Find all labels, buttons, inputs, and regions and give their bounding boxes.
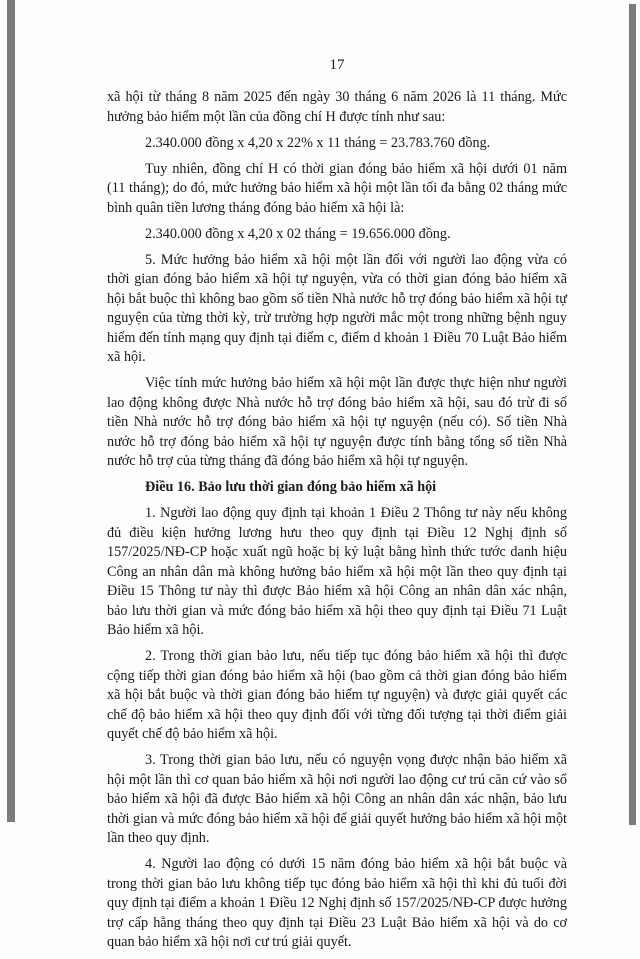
paragraph-clause-5: 5. Mức hưởng bảo hiểm xã hội một lần đối với người lao động vừa có thời gian đóng bảo hiểm xã hội tự nguyện, vừa có thời gian đóng bảo hiểm xã hội bắt buộc thì không bao gồm số tiền Nhà nước hỗ trợ đóng bảo hiểm xã hội tự nguyện của từng thời kỳ, trừ trường hợp người mắc một trong những bệnh nguy hiểm đến tính mạng quy định tại điểm c, điểm d khoản 1 Điều 70 Luật Bảo hiểm xã hội. xyxy=(107,251,567,365)
scan-border-left xyxy=(7,0,15,822)
paragraph-clause-3: 3. Trong thời gian bảo lưu, nếu có nguyện vọng được nhận bảo hiểm xã hội một lần thì cơ quan bảo hiểm xã hội nơi người lao động cư trú căn cứ vào sổ bảo hiểm xã hội đã được Bảo hiểm xã hội Công an nhân dân xác nhận, bảo lưu thời gian và mức đóng bảo hiểm xã hội để giải quyết hưởng bảo hiểm xã hội một lần theo quy định. xyxy=(107,752,567,846)
paragraph-clause-4: 4. Người lao động có dưới 15 năm đóng bảo hiểm xã hội bắt buộc và trong thời gian bảo lưu không tiếp tục đóng bảo hiểm xã hội thì khi đủ tuổi đời quy định tại điểm a khoản 1 Điều 12 Nghị định số 157/2025/NĐ-CP được hưởng trợ cấp hằng tháng theo quy định tại Điều 23 Luật Bảo hiểm xã hội và do cơ quan bảo hiểm xã hội nơi cư trú giải quyết. xyxy=(107,856,567,950)
paragraph-continuation: xã hội từ tháng 8 năm 2025 đến ngày 30 tháng 6 năm 2026 là 11 tháng. Mức hưởng bảo hiểm một lần của đồng chí H được tính như sau: xyxy=(107,89,567,125)
paragraph-clause-2: 2. Trong thời gian bảo lưu, nếu tiếp tục đóng bảo hiểm xã hội thì được cộng tiếp thời gian đóng bảo hiểm xã hội (bao gồm cả thời gian đóng bảo hiểm xã hội bắt buộc và thời gian đóng bảo hiểm tự nguyện) và được giải quyết các chế độ bảo hiểm xã hội theo quy định đối với từng đối tượng tại thời điểm giải quyết chế độ bảo hiểm xã hội. xyxy=(107,648,567,742)
scan-border-right xyxy=(629,4,636,825)
article-heading: Điều 16. Bảo lưu thời gian đóng bảo hiểm xã hội xyxy=(145,479,437,495)
paragraph: Việc tính mức hưởng bảo hiểm xã hội một lần được thực hiện như người lao động không được Nhà nước hỗ trợ đóng bảo hiểm xã hội, sau đó trừ đi số tiền Nhà nước hỗ trợ đóng bảo hiểm xã hội tự nguyện (nếu có). Số tiền Nhà nước hỗ trợ đóng bảo hiểm xã hội tự nguyện được tính bằng tổng số tiền Nhà nước hỗ trợ của từng tháng đã đóng bảo hiểm xã hội tự nguyện. xyxy=(107,375,567,469)
formula-line: 2.340.000 đồng x 4,20 x 02 tháng = 19.656.000 đồng. xyxy=(145,225,451,242)
paragraph-clause-1: 1. Người lao động quy định tại khoản 1 Điều 2 Thông tư này nếu không đủ điều kiện hưởng lương hưu theo quy định tại Điều 12 Nghị định số 157/2025/NĐ-CP hoặc xuất ngũ hoặc bị kỷ luật bằng hình thức tước danh hiệu Công an nhân dân mà không hưởng bảo hiểm xã hội một lần theo quy định tại Điều 15 Thông tư này thì được Bảo hiểm xã hội Công an nhân dân xác nhận, bảo lưu thời gian và mức đóng bảo hiểm xã hội theo quy định tại Điều 71 Luật Bảo hiểm xã hội. xyxy=(107,505,567,638)
formula-line: 2.340.000 đồng x 4,20 x 22% x 11 tháng = 23.783.760 đồng. xyxy=(145,134,491,151)
paragraph: Tuy nhiên, đồng chí H có thời gian đóng bảo hiểm xã hội dưới 01 năm (11 tháng); do đó, mức hưởng bảo hiểm xã hội một lần tối đa bằng 02 tháng mức bình quân tiền lương tháng đóng bảo hiểm xã hội là: xyxy=(107,160,567,216)
page-number: 17 xyxy=(329,57,345,73)
document-body xyxy=(107,88,567,959)
